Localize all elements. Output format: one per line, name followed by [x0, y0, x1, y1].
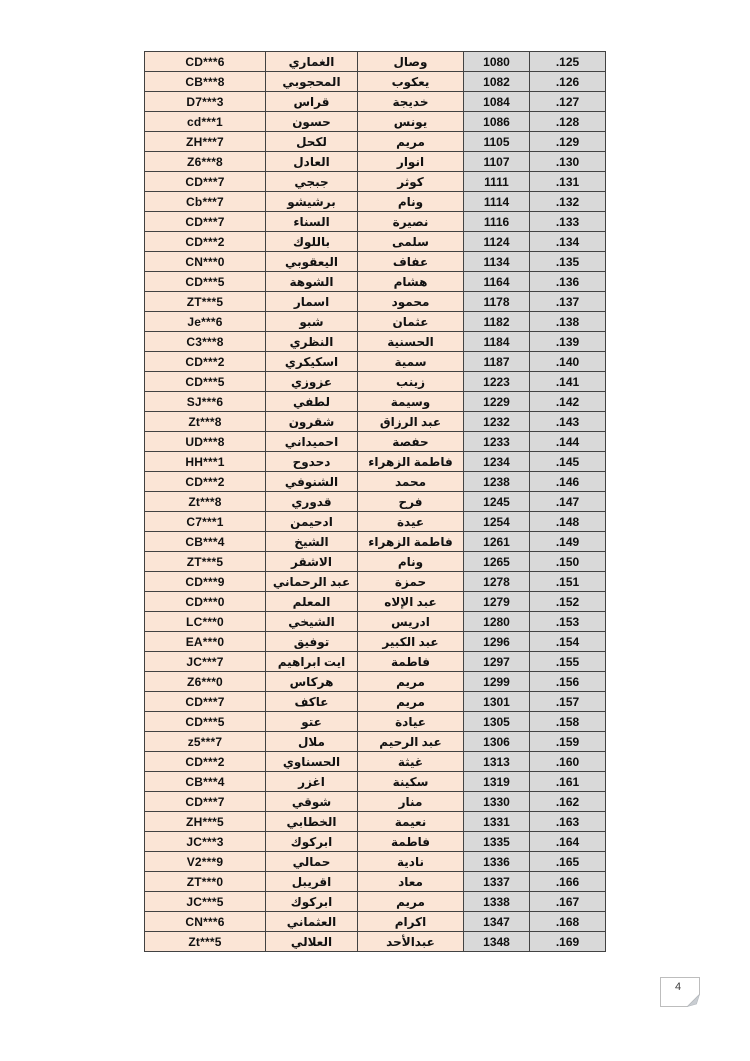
first-name-cell: سمية	[358, 352, 464, 372]
masked-id-cell: CD***7	[145, 172, 266, 192]
masked-id-cell: CD***5	[145, 272, 266, 292]
first-name-cell: عثمان	[358, 312, 464, 332]
last-name-cell: حسون	[266, 112, 358, 132]
row-index-cell: .145	[530, 452, 606, 472]
first-name-cell: يعكوب	[358, 72, 464, 92]
row-index-cell: .128	[530, 112, 606, 132]
last-name-cell: السناء	[266, 212, 358, 232]
masked-id-cell: CN***0	[145, 252, 266, 272]
first-name-cell: زينب	[358, 372, 464, 392]
row-index-cell: .163	[530, 812, 606, 832]
row-index-cell: .164	[530, 832, 606, 852]
registration-number-cell: 1187	[464, 352, 530, 372]
last-name-cell: باللوك	[266, 232, 358, 252]
first-name-cell: وصال	[358, 52, 464, 72]
row-index-cell: .138	[530, 312, 606, 332]
last-name-cell: العثماني	[266, 912, 358, 932]
first-name-cell: انوار	[358, 152, 464, 172]
first-name-cell: سكينة	[358, 772, 464, 792]
table-row	[145, 852, 606, 872]
row-index-cell: .154	[530, 632, 606, 652]
row-index-cell: .125	[530, 52, 606, 72]
last-name-cell: الشوهة	[266, 272, 358, 292]
last-name-cell: برشيشو	[266, 192, 358, 212]
masked-id-cell: CN***6	[145, 912, 266, 932]
first-name-cell: عفاف	[358, 252, 464, 272]
row-index-cell: .157	[530, 692, 606, 712]
registration-number-cell: 1223	[464, 372, 530, 392]
row-index-cell: .141	[530, 372, 606, 392]
row-index-cell: .143	[530, 412, 606, 432]
row-index-cell: .146	[530, 472, 606, 492]
masked-id-cell: CD***7	[145, 792, 266, 812]
masked-id-cell: ZH***7	[145, 132, 266, 152]
row-index-cell: .133	[530, 212, 606, 232]
registration-number-cell: 1336	[464, 852, 530, 872]
first-name-cell: مريم	[358, 672, 464, 692]
row-index-cell: .152	[530, 592, 606, 612]
last-name-cell: عزوزي	[266, 372, 358, 392]
row-index-cell: .129	[530, 132, 606, 152]
masked-id-cell: UD***8	[145, 432, 266, 452]
last-name-cell: ادحيمن	[266, 512, 358, 532]
last-name-cell: العادل	[266, 152, 358, 172]
last-name-cell: احميداني	[266, 432, 358, 452]
table-row	[145, 152, 606, 172]
row-index-cell: .165	[530, 852, 606, 872]
row-index-cell: .144	[530, 432, 606, 452]
masked-id-cell: z5***7	[145, 732, 266, 752]
registration-number-cell: 1229	[464, 392, 530, 412]
table-row	[145, 412, 606, 432]
table-row	[145, 932, 606, 952]
table-row	[145, 252, 606, 272]
row-index-cell: .151	[530, 572, 606, 592]
table-row	[145, 452, 606, 472]
table-row	[145, 832, 606, 852]
masked-id-cell: CD***2	[145, 352, 266, 372]
masked-id-cell: ZT***5	[145, 552, 266, 572]
table-row	[145, 572, 606, 592]
page-number-badge	[660, 977, 700, 1007]
registration-number-cell: 1313	[464, 752, 530, 772]
last-name-cell: اقريبل	[266, 872, 358, 892]
registration-number-cell: 1082	[464, 72, 530, 92]
registration-number-cell: 1116	[464, 212, 530, 232]
first-name-cell: عبد الكبير	[358, 632, 464, 652]
masked-id-cell: CD***5	[145, 372, 266, 392]
last-name-cell: ابركوك	[266, 832, 358, 852]
last-name-cell: دحدوح	[266, 452, 358, 472]
last-name-cell: الشيخ	[266, 532, 358, 552]
table-row	[145, 612, 606, 632]
registration-number-cell: 1111	[464, 172, 530, 192]
first-name-cell: خديجة	[358, 92, 464, 112]
row-index-cell: .167	[530, 892, 606, 912]
table-row	[145, 672, 606, 692]
masked-id-cell: Je***6	[145, 312, 266, 332]
table-row	[145, 492, 606, 512]
last-name-cell: اليعقوبي	[266, 252, 358, 272]
last-name-cell: توفيق	[266, 632, 358, 652]
table-row	[145, 632, 606, 652]
registration-number-cell: 1297	[464, 652, 530, 672]
masked-id-cell: CD***2	[145, 232, 266, 252]
registration-number-cell: 1301	[464, 692, 530, 712]
last-name-cell: الخطابي	[266, 812, 358, 832]
first-name-cell: فاطمة	[358, 652, 464, 672]
registration-number-cell: 1233	[464, 432, 530, 452]
row-index-cell: .160	[530, 752, 606, 772]
first-name-cell: ونام	[358, 552, 464, 572]
table-row	[145, 812, 606, 832]
last-name-cell: النظري	[266, 332, 358, 352]
attendance-table	[144, 51, 606, 952]
first-name-cell: عبد الرزاق	[358, 412, 464, 432]
first-name-cell: غيثة	[358, 752, 464, 772]
roster-table-container	[144, 51, 606, 952]
row-index-cell: .148	[530, 512, 606, 532]
last-name-cell: الاشقر	[266, 552, 358, 572]
first-name-cell: عيدة	[358, 512, 464, 532]
row-index-cell: .158	[530, 712, 606, 732]
last-name-cell: اغزر	[266, 772, 358, 792]
row-index-cell: .134	[530, 232, 606, 252]
table-row	[145, 432, 606, 452]
last-name-cell: جبجي	[266, 172, 358, 192]
registration-number-cell: 1265	[464, 552, 530, 572]
table-row	[145, 772, 606, 792]
masked-id-cell: CD***9	[145, 572, 266, 592]
masked-id-cell: CD***2	[145, 752, 266, 772]
first-name-cell: عبد الإلاه	[358, 592, 464, 612]
masked-id-cell: C7***1	[145, 512, 266, 532]
registration-number-cell: 1330	[464, 792, 530, 812]
registration-number-cell: 1331	[464, 812, 530, 832]
row-index-cell: .137	[530, 292, 606, 312]
registration-number-cell: 1279	[464, 592, 530, 612]
row-index-cell: .159	[530, 732, 606, 752]
last-name-cell: الغماري	[266, 52, 358, 72]
last-name-cell: هركاس	[266, 672, 358, 692]
masked-id-cell: JC***3	[145, 832, 266, 852]
registration-number-cell: 1348	[464, 932, 530, 952]
first-name-cell: فرح	[358, 492, 464, 512]
registration-number-cell: 1084	[464, 92, 530, 112]
table-row	[145, 512, 606, 532]
table-row	[145, 592, 606, 612]
table-row	[145, 292, 606, 312]
last-name-cell: عتو	[266, 712, 358, 732]
registration-number-cell: 1278	[464, 572, 530, 592]
last-name-cell: عاكف	[266, 692, 358, 712]
table-row	[145, 752, 606, 772]
table-row	[145, 892, 606, 912]
masked-id-cell: cd***1	[145, 112, 266, 132]
masked-id-cell: Zt***8	[145, 412, 266, 432]
table-row	[145, 272, 606, 292]
row-index-cell: .139	[530, 332, 606, 352]
row-index-cell: .131	[530, 172, 606, 192]
table-row	[145, 532, 606, 552]
table-row	[145, 732, 606, 752]
masked-id-cell: HH***1	[145, 452, 266, 472]
registration-number-cell: 1184	[464, 332, 530, 352]
registration-number-cell: 1105	[464, 132, 530, 152]
masked-id-cell: CB***8	[145, 72, 266, 92]
registration-number-cell: 1319	[464, 772, 530, 792]
registration-number-cell: 1134	[464, 252, 530, 272]
row-index-cell: .140	[530, 352, 606, 372]
row-index-cell: .153	[530, 612, 606, 632]
first-name-cell: نعيمة	[358, 812, 464, 832]
last-name-cell: لطفي	[266, 392, 358, 412]
first-name-cell: سلمى	[358, 232, 464, 252]
masked-id-cell: D7***3	[145, 92, 266, 112]
first-name-cell: مريم	[358, 892, 464, 912]
table-row	[145, 172, 606, 192]
first-name-cell: مريم	[358, 692, 464, 712]
masked-id-cell: EA***0	[145, 632, 266, 652]
masked-id-cell: Z6***0	[145, 672, 266, 692]
last-name-cell: المعلم	[266, 592, 358, 612]
row-index-cell: .135	[530, 252, 606, 272]
last-name-cell: شوقي	[266, 792, 358, 812]
first-name-cell: الحسنية	[358, 332, 464, 352]
table-row	[145, 692, 606, 712]
registration-number-cell: 1305	[464, 712, 530, 732]
page-number-text: 4	[674, 981, 682, 993]
row-index-cell: .136	[530, 272, 606, 292]
row-index-cell: .126	[530, 72, 606, 92]
last-name-cell: قراس	[266, 92, 358, 112]
first-name-cell: هشام	[358, 272, 464, 292]
registration-number-cell: 1164	[464, 272, 530, 292]
first-name-cell: يونس	[358, 112, 464, 132]
table-row	[145, 52, 606, 72]
registration-number-cell: 1234	[464, 452, 530, 472]
row-index-cell: .132	[530, 192, 606, 212]
masked-id-cell: Cb***7	[145, 192, 266, 212]
first-name-cell: اكرام	[358, 912, 464, 932]
masked-id-cell: CB***4	[145, 772, 266, 792]
last-name-cell: اسمار	[266, 292, 358, 312]
registration-number-cell: 1306	[464, 732, 530, 752]
masked-id-cell: SJ***6	[145, 392, 266, 412]
registration-number-cell: 1107	[464, 152, 530, 172]
table-row	[145, 72, 606, 92]
first-name-cell: محمد	[358, 472, 464, 492]
table-row	[145, 212, 606, 232]
registration-number-cell: 1238	[464, 472, 530, 492]
row-index-cell: .150	[530, 552, 606, 572]
first-name-cell: حمزة	[358, 572, 464, 592]
registration-number-cell: 1347	[464, 912, 530, 932]
table-row	[145, 352, 606, 372]
registration-number-cell: 1261	[464, 532, 530, 552]
row-index-cell: .166	[530, 872, 606, 892]
first-name-cell: معاد	[358, 872, 464, 892]
row-index-cell: .127	[530, 92, 606, 112]
first-name-cell: كوثر	[358, 172, 464, 192]
first-name-cell: فاطمة الزهراء	[358, 452, 464, 472]
table-row	[145, 312, 606, 332]
last-name-cell: لكحل	[266, 132, 358, 152]
first-name-cell: ادريس	[358, 612, 464, 632]
registration-number-cell: 1335	[464, 832, 530, 852]
masked-id-cell: V2***9	[145, 852, 266, 872]
masked-id-cell: ZH***5	[145, 812, 266, 832]
masked-id-cell: CD***7	[145, 212, 266, 232]
table-row	[145, 652, 606, 672]
row-index-cell: .169	[530, 932, 606, 952]
masked-id-cell: CD***0	[145, 592, 266, 612]
registration-number-cell: 1337	[464, 872, 530, 892]
last-name-cell: العلالي	[266, 932, 358, 952]
table-row	[145, 712, 606, 732]
first-name-cell: عبد الرحيم	[358, 732, 464, 752]
table-row	[145, 332, 606, 352]
last-name-cell: الحسناوي	[266, 752, 358, 772]
masked-id-cell: ZT***5	[145, 292, 266, 312]
masked-id-cell: CB***4	[145, 532, 266, 552]
masked-id-cell: Z6***8	[145, 152, 266, 172]
registration-number-cell: 1086	[464, 112, 530, 132]
row-index-cell: .142	[530, 392, 606, 412]
table-row	[145, 232, 606, 252]
last-name-cell: حمالي	[266, 852, 358, 872]
masked-id-cell: LC***0	[145, 612, 266, 632]
last-name-cell: اسكيكري	[266, 352, 358, 372]
masked-id-cell: CD***5	[145, 712, 266, 732]
first-name-cell: حفصة	[358, 432, 464, 452]
registration-number-cell: 1254	[464, 512, 530, 532]
last-name-cell: شقرون	[266, 412, 358, 432]
table-row	[145, 92, 606, 112]
table-row	[145, 472, 606, 492]
last-name-cell: ملال	[266, 732, 358, 752]
attendance-table-body	[145, 52, 606, 952]
last-name-cell: ابركوك	[266, 892, 358, 912]
row-index-cell: .161	[530, 772, 606, 792]
masked-id-cell: JC***5	[145, 892, 266, 912]
masked-id-cell: Zt***8	[145, 492, 266, 512]
table-row	[145, 392, 606, 412]
registration-number-cell: 1280	[464, 612, 530, 632]
masked-id-cell: Zt***5	[145, 932, 266, 952]
first-name-cell: عيادة	[358, 712, 464, 732]
row-index-cell: .156	[530, 672, 606, 692]
registration-number-cell: 1124	[464, 232, 530, 252]
last-name-cell: المحجوبي	[266, 72, 358, 92]
last-name-cell: عبد الرحماني	[266, 572, 358, 592]
first-name-cell: مريم	[358, 132, 464, 152]
registration-number-cell: 1296	[464, 632, 530, 652]
table-row	[145, 792, 606, 812]
table-row	[145, 132, 606, 152]
first-name-cell: ونام	[358, 192, 464, 212]
row-index-cell: .155	[530, 652, 606, 672]
registration-number-cell: 1338	[464, 892, 530, 912]
table-row	[145, 192, 606, 212]
last-name-cell: قدوري	[266, 492, 358, 512]
table-row	[145, 112, 606, 132]
last-name-cell: الشيخي	[266, 612, 358, 632]
table-row	[145, 552, 606, 572]
masked-id-cell: JC***7	[145, 652, 266, 672]
first-name-cell: منار	[358, 792, 464, 812]
first-name-cell: فاطمة الزهراء	[358, 532, 464, 552]
registration-number-cell: 1080	[464, 52, 530, 72]
registration-number-cell: 1114	[464, 192, 530, 212]
masked-id-cell: ZT***0	[145, 872, 266, 892]
first-name-cell: نادية	[358, 852, 464, 872]
first-name-cell: نصيرة	[358, 212, 464, 232]
row-index-cell: .168	[530, 912, 606, 932]
row-index-cell: .149	[530, 532, 606, 552]
registration-number-cell: 1232	[464, 412, 530, 432]
registration-number-cell: 1178	[464, 292, 530, 312]
masked-id-cell: CD***6	[145, 52, 266, 72]
masked-id-cell: C3***8	[145, 332, 266, 352]
registration-number-cell: 1245	[464, 492, 530, 512]
row-index-cell: .162	[530, 792, 606, 812]
masked-id-cell: CD***7	[145, 692, 266, 712]
table-row	[145, 372, 606, 392]
registration-number-cell: 1299	[464, 672, 530, 692]
row-index-cell: .130	[530, 152, 606, 172]
table-row	[145, 872, 606, 892]
first-name-cell: فاطمة	[358, 832, 464, 852]
last-name-cell: شبو	[266, 312, 358, 332]
row-index-cell: .147	[530, 492, 606, 512]
first-name-cell: وسيمة	[358, 392, 464, 412]
first-name-cell: محمود	[358, 292, 464, 312]
masked-id-cell: CD***2	[145, 472, 266, 492]
table-row	[145, 912, 606, 932]
registration-number-cell: 1182	[464, 312, 530, 332]
first-name-cell: عبدالأحد	[358, 932, 464, 952]
last-name-cell: ايت ابراهيم	[266, 652, 358, 672]
last-name-cell: الشنوفي	[266, 472, 358, 492]
